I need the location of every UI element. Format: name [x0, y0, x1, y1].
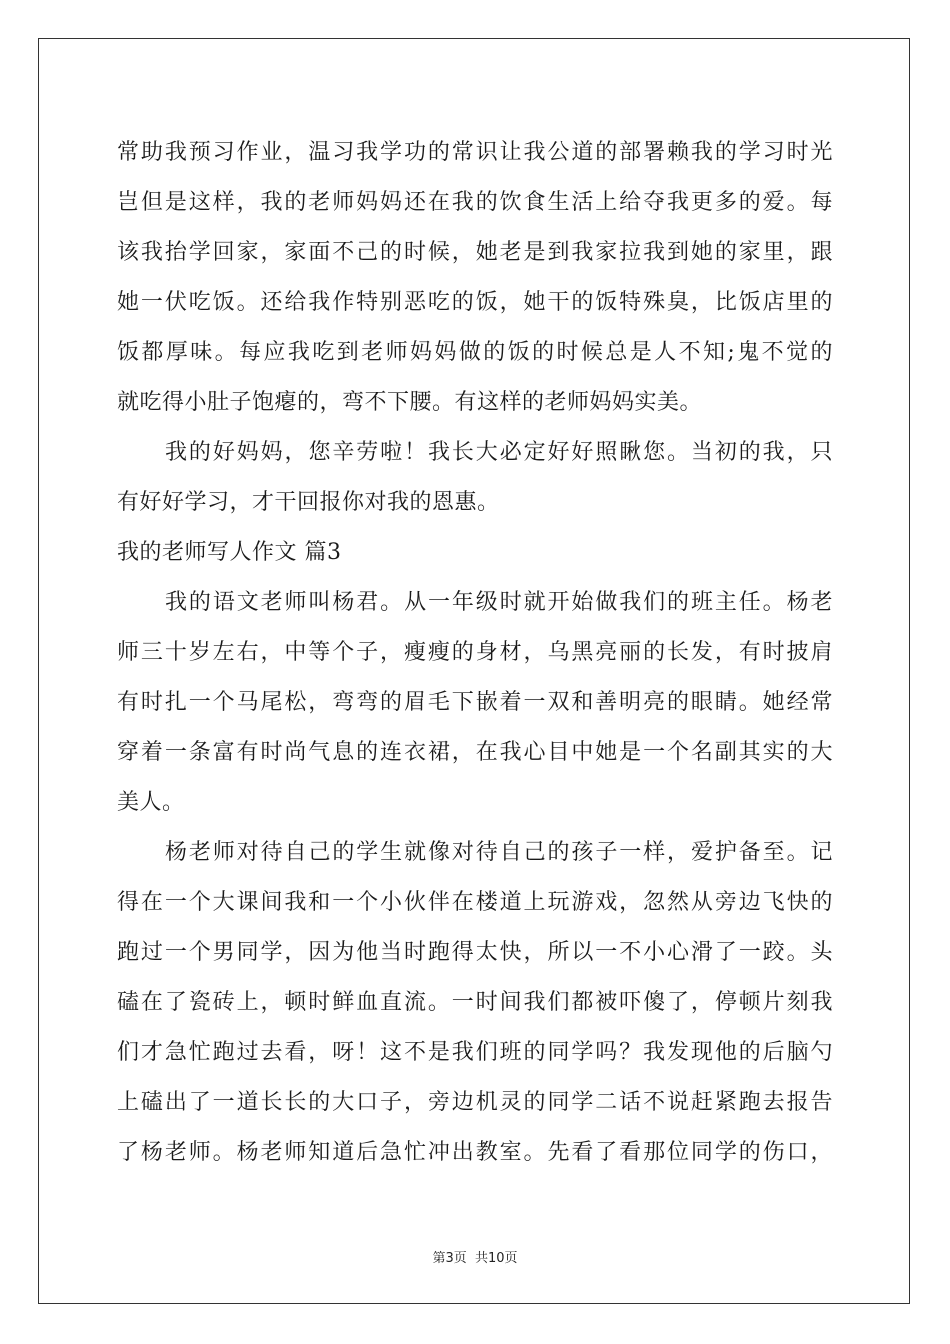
text-line: 了杨老师。杨老师知道后急忙冲出教室。先看了看那位同学的伤口， — [117, 1140, 833, 1165]
text-line: 磕在了瓷砖上，顿时鲜血直流。一时间我们都被吓傻了，停顿片刻我 — [117, 990, 833, 1015]
text-line: 饭都厚味。每应我吃到老师妈妈做的饭的时候总是人不知;鬼不觉的 — [117, 340, 833, 365]
text-line: 就吃得小肚子饱瘪的，弯不下腰。有这样的老师妈妈实美。 — [117, 390, 703, 415]
section-heading: 我的老师写人作文 篇3 — [117, 540, 342, 565]
page-total: 共10页 — [474, 1251, 518, 1266]
page-number: 第3页 — [432, 1251, 467, 1266]
text-line: 常助我预习作业，温习我学功的常识让我公道的部署赖我的学习时光 — [117, 140, 833, 165]
text-line: 我的好妈妈，您辛劳啦！我长大必定好好照瞅您。当初的我，只 — [165, 440, 833, 465]
text-line: 该我抬学回家，家面不己的时候，她老是到我家拉我到她的家里，跟 — [117, 240, 833, 265]
text-line: 杨老师对待自己的学生就像对待自己的孩子一样，爱护备至。记 — [165, 840, 833, 865]
text-line: 们才急忙跑过去看，呀！这不是我们班的同学吗？我发现他的后脑勺 — [117, 1040, 833, 1065]
text-line: 她一伏吃饭。还给我作特别恶吃的饭，她干的饭特殊臭，比饭店里的 — [117, 290, 833, 315]
text-line: 美人。 — [117, 790, 185, 815]
text-line: 跑过一个男同学，因为他当时跑得太快，所以一不小心滑了一跤。头 — [117, 940, 833, 965]
text-line: 我的语文老师叫杨君。从一年级时就开始做我们的班主任。杨老 — [165, 590, 833, 615]
text-line: 穿着一条富有时尚气息的连衣裙，在我心目中她是一个名副其实的大 — [117, 740, 833, 765]
text-line: 得在一个大课间我和一个小伙伴在楼道上玩游戏，忽然从旁边飞快的 — [117, 890, 833, 915]
text-line: 师三十岁左右，中等个子，瘦瘦的身材，乌黑亮丽的长发，有时披肩 — [117, 640, 833, 665]
text-line: 上磕出了一道长长的大口子，旁边机灵的同学二话不说赶紧跑去报告 — [117, 1090, 833, 1115]
text-line: 岂但是这样，我的老师妈妈还在我的饮食生活上给夺我更多的爱。每 — [117, 190, 833, 215]
document-body — [117, 128, 833, 1178]
text-line: 有时扎一个马尾松，弯弯的眉毛下嵌着一双和善明亮的眼睛。她经常 — [117, 690, 833, 715]
page-footer — [0, 1247, 950, 1266]
text-line: 有好好学习，才干回报你对我的恩惠。 — [117, 490, 500, 515]
